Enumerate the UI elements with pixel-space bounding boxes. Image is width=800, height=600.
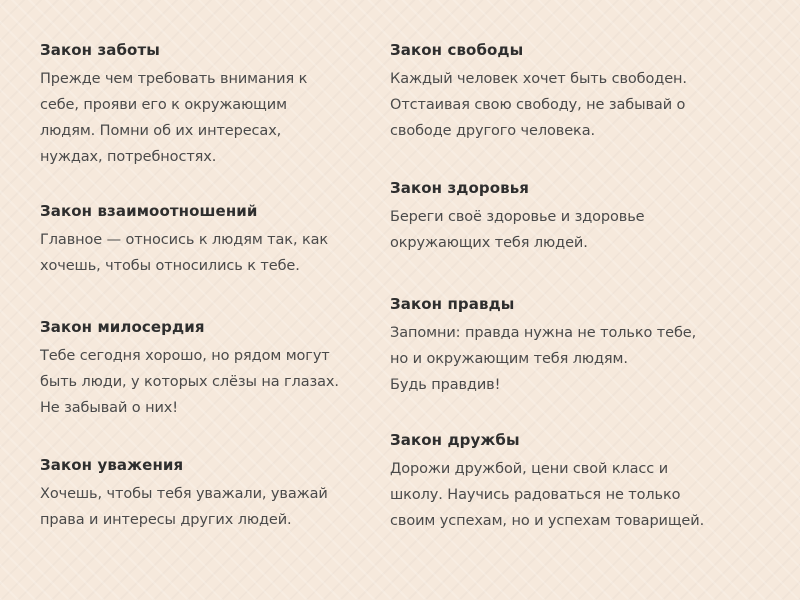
law-respect-text [40,481,380,533]
law-mercy-line: Не забывай о них! [40,400,178,416]
law-freedom-title: Закон свободы [390,41,524,59]
left-column [40,40,380,558]
law-care-title: Закон заботы [40,41,160,59]
law-truth-line: но и окружающим тебя людям. [390,351,628,367]
law-friendship-line: Дорожи дружбой, цени свой класс и [390,461,669,477]
law-respect-line: права и интересы других людей. [40,512,292,528]
law-mercy [40,317,380,421]
law-relationships [40,201,380,279]
law-friendship-title: Закон дружбы [390,431,520,449]
law-respect-line: Хочешь, чтобы тебя уважали, уважай [40,486,328,502]
law-mercy-text [40,343,380,421]
law-friendship-text [390,456,770,534]
law-care-line: нуждах, потребностях. [40,149,217,165]
law-care-text [40,66,380,170]
law-care-line: людям. Помни об их интересах, [40,123,282,139]
law-care [40,40,380,170]
law-respect-title: Закон уважения [40,456,184,474]
law-truth-line: Запомни: правда нужна не только тебе, [390,325,697,341]
law-care-line: Прежде чем требовать внимания к [40,71,308,87]
law-mercy-line: быть люди, у которых слёзы на глазах. [40,374,339,390]
law-friendship-line: школу. Научись радоваться не только [390,487,681,503]
law-truth [390,294,770,398]
law-health-title: Закон здоровья [390,179,530,197]
law-health-text [390,204,770,256]
law-health-line: Береги своё здоровье и здоровье [390,209,645,225]
law-truth-text [390,320,770,398]
right-column [390,40,770,559]
law-relationships-line: Главное — относись к людям так, как [40,232,329,248]
law-relationships-title: Закон взаимоотношений [40,202,258,220]
law-freedom-line: Каждый человек хочет быть свободен. [390,71,687,87]
law-relationships-text [40,227,380,279]
law-health-line: окружающих тебя людей. [390,235,588,251]
law-care-line: себе, прояви его к окружающим [40,97,287,113]
law-truth-line: Будь правдив! [390,377,501,393]
law-respect [40,455,380,533]
law-freedom-text [390,66,770,144]
law-friendship [390,430,770,534]
law-freedom-line: свободе другого человека. [390,123,596,139]
law-health [390,178,770,256]
law-freedom [390,40,770,144]
law-relationships-line: хочешь, чтобы относились к тебе. [40,258,300,274]
law-freedom-line: Отстаивая свою свободу, не забывай о [390,97,686,113]
law-truth-title: Закон правды [390,295,515,313]
law-friendship-line: своим успехам, но и успехам товарищей. [390,513,705,529]
law-mercy-title: Закон милосердия [40,318,205,336]
law-mercy-line: Тебе сегодня хорошо, но рядом могут [40,348,330,364]
